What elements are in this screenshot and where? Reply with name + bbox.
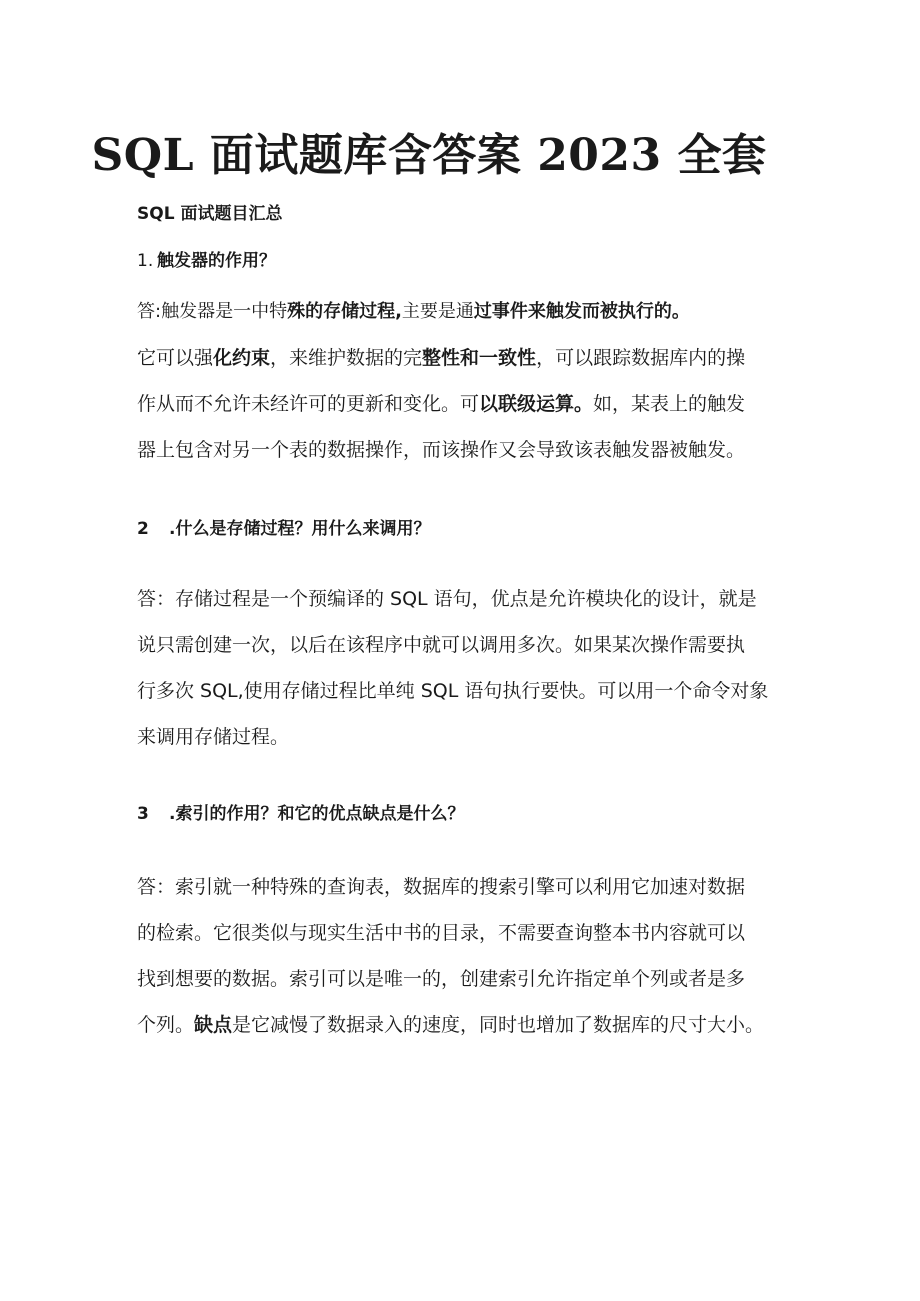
answer-3-line-4 [137,1002,797,1048]
answer-1-emphasis: 殊的存储过程, [287,301,402,322]
answer-1-line-1 [137,289,797,335]
question-1-answer [137,289,797,473]
answer-3-text: 是它减慢了数据录入的速度，同时也增加了数据库的尺寸大小。 [232,1014,765,1036]
question-3-heading [137,800,464,828]
question-2-text: .什么是存储过程？用什么来调用？ [169,519,431,539]
answer-1-text: 它可以强 [137,347,214,369]
answer-2-line-3: 行多次 SQL,使用存储过程比单纯 SQL 语句执行要快。可以用一个命令对象 [137,680,769,702]
answer-3-emphasis: 缺点 [194,1014,233,1036]
answer-1-emphasis: 整性和一致性 [422,347,537,369]
answer-1-line-2 [137,335,797,381]
answer-1-emphasis: 化约束 [213,347,271,369]
answer-1-emphasis: 过事件来触发而被执行的。 [473,301,690,322]
question-2-answer [137,576,797,760]
answer-1-line-4: 器上包含对另一个表的数据操作，而该操作又会导致该表触发器被触发。 [137,439,746,461]
document-title: SQL 面试题库含答案 2023 全套 [91,130,767,181]
answer-1-text: ，可以跟踪数据库内的操 [536,347,746,369]
question-3-number: 3 [137,804,149,824]
question-1-number: 1. [137,251,154,271]
answer-2-line-4: 来调用存储过程。 [137,726,290,748]
question-3-answer [137,864,797,1048]
question-2-heading [137,515,430,543]
answer-1-text: ，来维护数据的完 [270,347,423,369]
answer-3-line-2: 的检索。它很类似与现实生活中书的目录，不需要查询整本书内容就可以 [137,922,746,944]
answer-2-line-2: 说只需创建一次，以后在该程序中就可以调用多次。如果某次操作需要执 [137,634,746,656]
section-subtitle: SQL 面试题目汇总 [137,204,283,224]
answer-1-line-3 [137,381,797,427]
answer-3-line-1: 答：索引就一种特殊的查询表，数据库的搜索引擎可以利用它加速对数据 [137,876,746,898]
answer-1-emphasis: 以联级运算。 [479,393,594,415]
question-2-number: 2 [137,519,149,539]
answer-1-text: 主要是通 [401,301,474,322]
answer-3-line-3: 找到想要的数据。索引可以是唯一的，创建索引允许指定单个列或者是多 [137,968,746,990]
answer-3-text: 个列。 [137,1014,195,1036]
question-3-text: .索引的作用？和它的优点缺点是什么？ [169,804,465,824]
question-1-text: 触发器的作用？ [157,251,276,271]
answer-1-text: 如，某表上的触发 [593,393,746,415]
answer-2-line-1: 答：存储过程是一个预编译的 SQL 语句，优点是允许模块化的设计，就是 [137,588,757,610]
answer-1-text: 作从而不允许未经许可的更新和变化。可 [137,393,480,415]
answer-1-text: 答:触发器是一中特 [137,301,288,322]
question-1-heading [137,247,276,275]
